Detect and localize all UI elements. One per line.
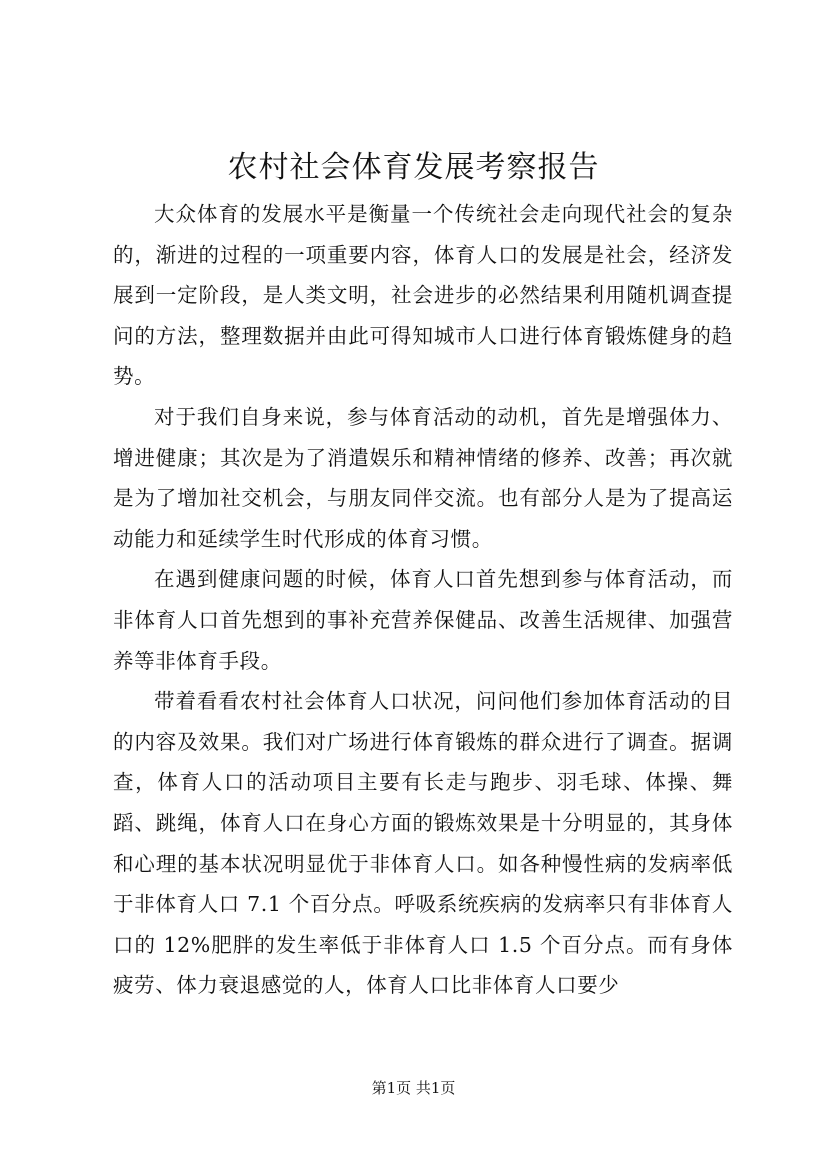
page-footer: 第1页 共1页 xyxy=(371,1079,456,1097)
paragraph-4: 带着看看农村社会体育人口状况，问问他们参加体育活动的目的内容及效果。我们对广场进行体育锻炼的群众进行了调查。据调查，体育人口的活动项目主要有长走与跑步、羽毛球、体操、舞蹈、跳绳，体育人口在身心方面的锻炼效果是十分明显的，其身体和心理的基本状况明显优于非体育人口。如各种慢性病的发病率低于非体育人口 7.1 个百分点。呼吸系统疾病的发病率只有非体育人口的 12%肥胖的发生率低于非体育人口 1.5 个百分点。而有身体疲劳、体力衰退感觉的人，体育人口比非体育人口要少 xyxy=(113,689,733,998)
paragraph-1: 大众体育的发展水平是衡量一个传统社会走向现代社会的复杂的，渐进的过程的一项重要内容，体育人口的发展是社会，经济发展到一定阶段，是人类文明，社会进步的必然结果利用随机调查提问的方法，整理数据并由此可得知城市人口进行体育锻炼健身的趋势。 xyxy=(113,202,733,389)
document-body xyxy=(113,194,733,1006)
paragraph-2: 对于我们自身来说，参与体育活动的动机，首先是增强体力、增进健康；其次是为了消遣娱乐和精神情绪的修养、改善；再次就是为了增加社交机会，与朋友同伴交流。也有部分人是为了提高运动能力和延续学生时代形成的体育习惯。 xyxy=(113,404,733,551)
document-title: 农村社会体育发展考察报告 xyxy=(227,150,600,185)
paragraph-3: 在遇到健康问题的时候，体育人口首先想到参与体育活动，而非体育人口首先想到的事补充营养保健品、改善生活规律、加强营养等非体育手段。 xyxy=(113,567,733,673)
